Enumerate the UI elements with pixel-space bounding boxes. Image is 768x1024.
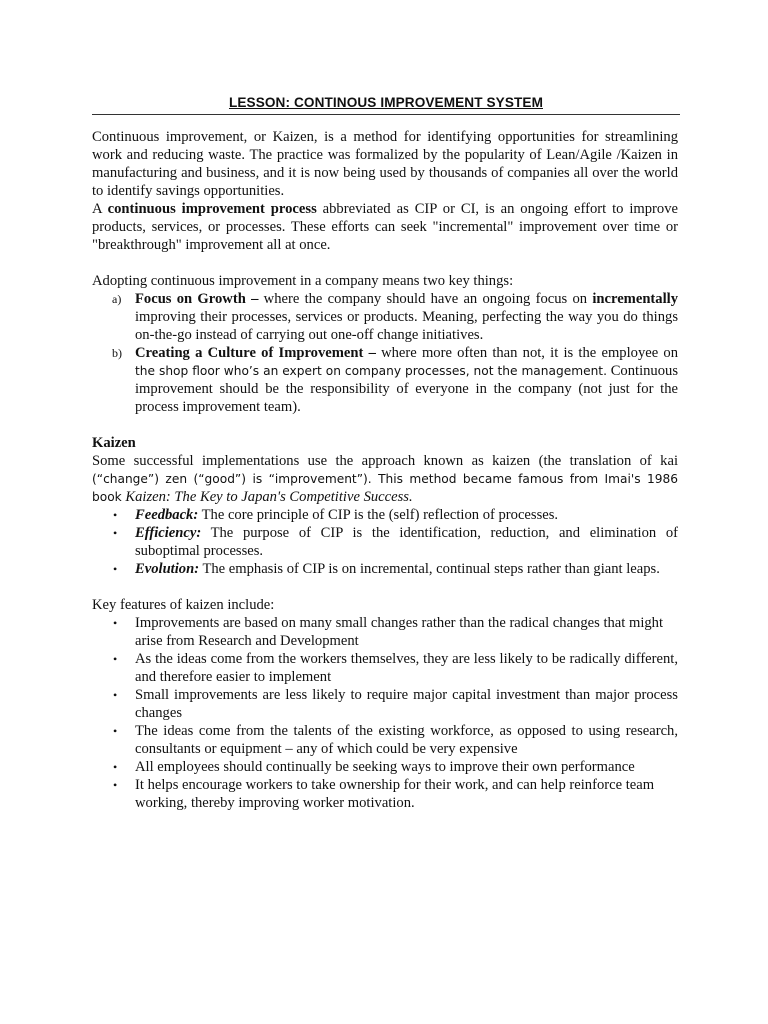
bullet-text: The core principle of CIP is the (self) reflection of processes. <box>198 507 559 523</box>
bullet-term: Feedback: <box>135 507 199 523</box>
kaizen-heading-text: Kaizen <box>92 435 136 451</box>
bullet-term: Efficiency: <box>135 525 202 541</box>
document-body <box>92 128 678 812</box>
feature-text: As the ideas come from the workers themselves, they are less likely to be radically different, and therefore easier to implement <box>135 651 678 685</box>
feature-item <box>92 776 678 812</box>
item-term: Creating a Culture of Improvement – <box>135 345 376 361</box>
bullet-icon: • <box>113 562 118 576</box>
adopting-list <box>92 290 678 416</box>
bullet-icon: • <box>113 724 118 738</box>
item-text-b: Continuous improvement should be the responsibility of everyone in the company (not just for the process improvement team). <box>135 363 678 415</box>
adopting-item-growth <box>92 290 678 344</box>
item-text-sans: the shop floor who’s an expert on company processes, not the management. <box>135 364 607 378</box>
bullet-icon: • <box>113 526 118 540</box>
adopting-item-culture <box>92 344 678 416</box>
bullet-icon: • <box>113 688 118 702</box>
kaizen-bullet-efficiency <box>92 524 678 560</box>
feature-text: It helps encourage workers to take ownership for their work, and can help reinforce team working, thereby improving worker motivation. <box>135 777 655 811</box>
intro-paragraph-1: Continuous improvement, or Kaizen, is a method for identifying opportunities for streamlining work and reducing waste. The practice was formalized by the popularity of Lean/Agile /Kaizen in manufacturing and business, and it is now being used by thousands of companies all over the world to identify savings opportunities. <box>92 129 678 199</box>
intro-p2-lead: A <box>92 201 108 217</box>
kaizen-p-sans: (“change”) zen (“good”) is “improvement”). This method became famous from Imai's 1986 book <box>92 472 678 504</box>
kaizen-heading <box>92 434 678 452</box>
kaizen-bullet-feedback <box>92 506 678 524</box>
kaizen-bullet-text <box>135 524 678 560</box>
feature-text: Improvements are based on many small changes rather than the radical changes that might arise from Research and Development <box>135 615 664 649</box>
feature-item <box>92 650 678 686</box>
item-text-b: improving their processes, services or products. Meaning, perfecting the way you do things on-the-go instead of carrying out one-off change initiatives. <box>135 309 678 343</box>
bullet-text: The purpose of CIP is the identification, reduction, and elimination of suboptimal processes. <box>135 525 678 559</box>
intro-p2-bold: continuous improvement process <box>107 201 317 217</box>
item-text-a: where more often than not, it is the employee on <box>375 345 678 361</box>
item-bold-word: incrementally <box>592 291 678 307</box>
kaizen-bullets <box>92 506 678 578</box>
bullet-icon: • <box>113 616 118 630</box>
feature-text: Small improvements are less likely to require major capital investment than major process changes <box>135 687 678 721</box>
spacer <box>92 254 678 272</box>
item-term: Focus on Growth – <box>135 291 259 307</box>
intro-paragraph-2 <box>92 200 678 254</box>
bullet-icon: • <box>113 652 118 666</box>
bullet-icon: • <box>113 778 118 792</box>
adopting-item-text <box>135 290 678 344</box>
page-title: LESSON: CONTINOUS IMPROVEMENT SYSTEM <box>228 95 543 110</box>
bullet-icon: • <box>113 760 118 774</box>
feature-item <box>92 614 678 650</box>
adopting-item-text <box>135 344 678 416</box>
list-marker: b) <box>112 346 122 360</box>
bullet-icon: • <box>113 508 118 522</box>
adopting-lead: Adopting continuous improvement in a company means two key things: <box>92 273 514 289</box>
features-bullets <box>92 614 678 812</box>
kaizen-paragraph <box>92 452 678 506</box>
spacer <box>92 578 678 596</box>
list-marker: a) <box>112 292 122 306</box>
kaizen-book-title: Kaizen: The Key to Japan's Competitive Success. <box>125 489 413 505</box>
feature-item <box>92 686 678 722</box>
kaizen-bullet-text <box>135 560 678 578</box>
item-text-a: where the company should have an ongoing focus on <box>258 291 593 307</box>
kaizen-bullet-text <box>135 506 678 524</box>
kaizen-bullet-evolution <box>92 560 678 578</box>
features-lead: Key features of kaizen include: <box>92 597 275 613</box>
bullet-text: The emphasis of CIP is on incremental, continual steps rather than giant leaps. <box>199 561 660 577</box>
feature-item <box>92 722 678 758</box>
feature-text: All employees should continually be seeking ways to improve their own performance <box>135 759 635 775</box>
title-underline-rule <box>92 114 680 115</box>
intro-p2-rest: abbreviated as CIP or CI, is an ongoing effort to improve products, services, or processes. These efforts can seek "incremental" improvement over time or "breakthrough" improvement all at once. <box>92 201 678 253</box>
feature-item <box>92 758 678 776</box>
kaizen-p-lead: Some successful implementations use the approach known as kaizen (the translation of kai <box>92 453 678 469</box>
spacer <box>92 416 678 434</box>
feature-text: The ideas come from the talents of the existing workforce, as opposed to using research, consultants or equipment – any of which could be very expensive <box>135 723 678 757</box>
bullet-term: Evolution: <box>135 561 200 577</box>
